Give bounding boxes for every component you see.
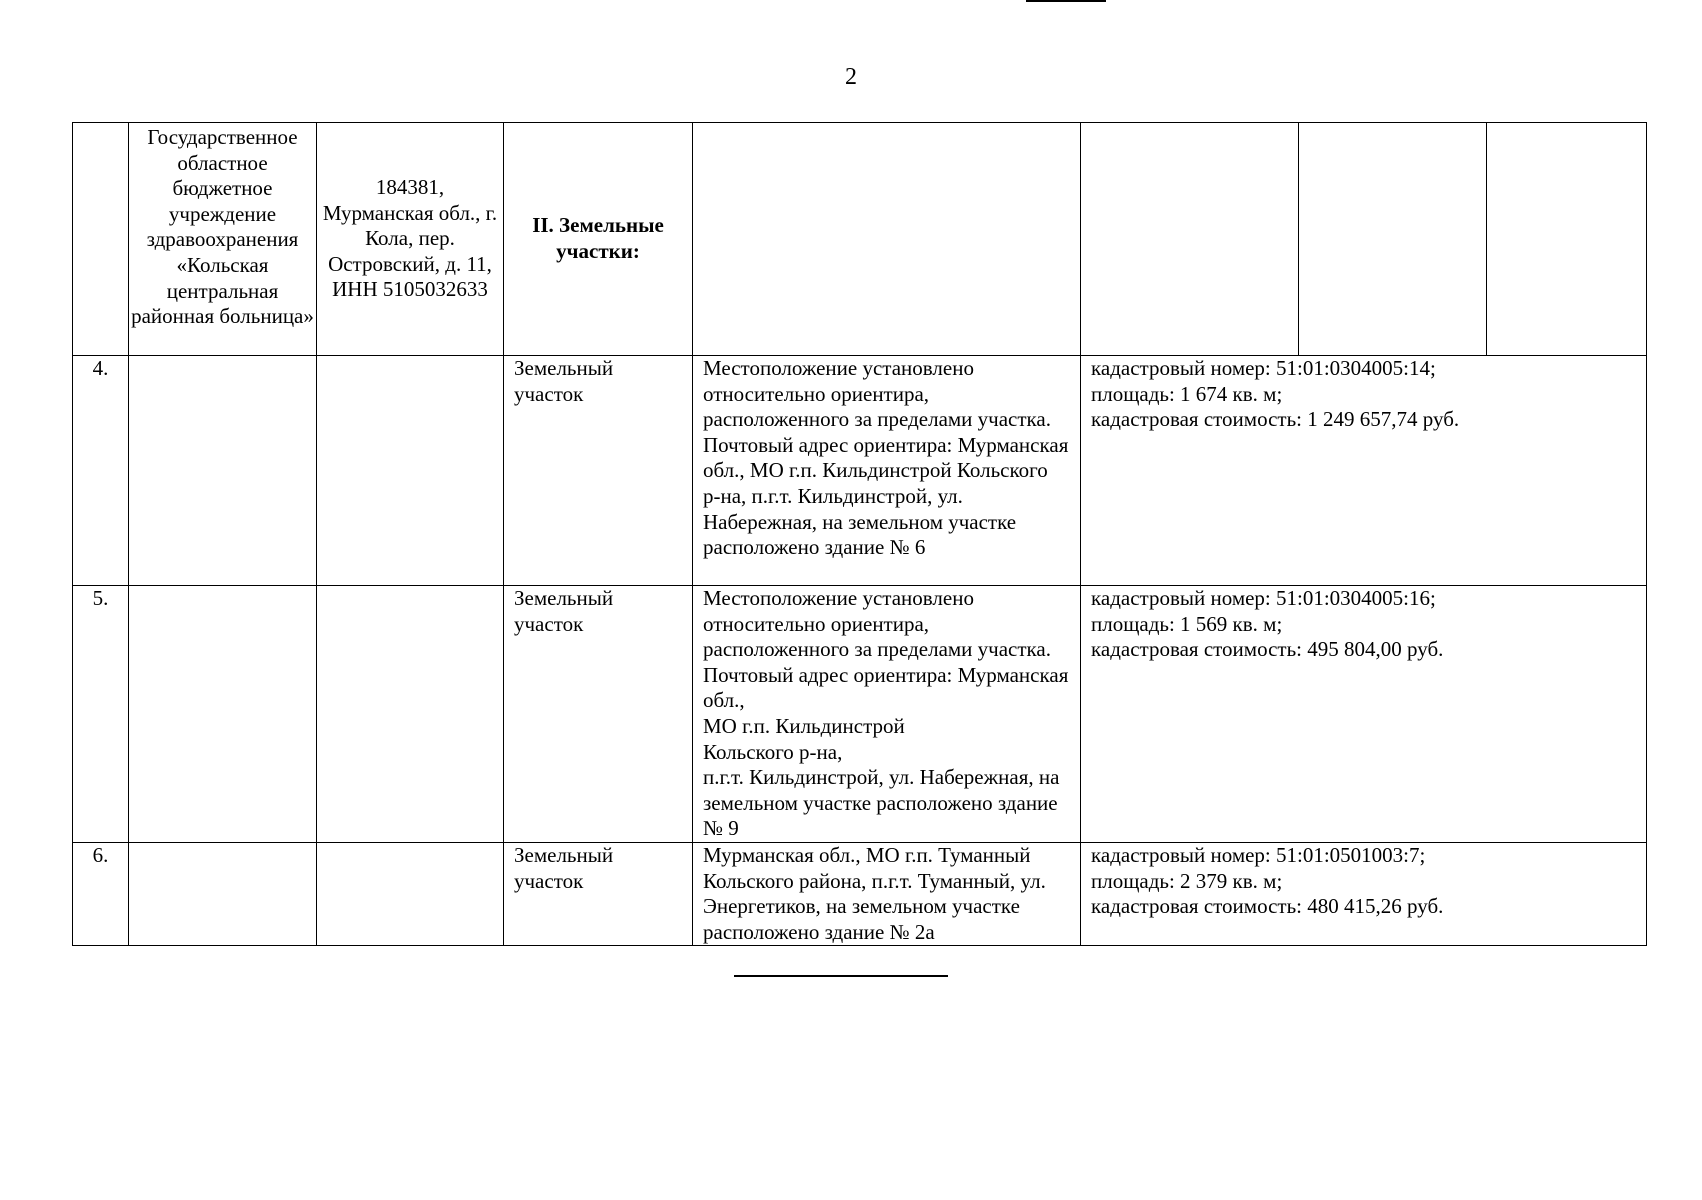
property-kind: Земельный участок	[504, 356, 693, 586]
cell-empty	[317, 356, 504, 586]
cell-empty	[317, 586, 504, 843]
cell-empty	[129, 586, 317, 843]
property-details: кадастровый номер: 51:01:0304005:14; площадь: 1 674 кв. м; кадастровая стоимость: 1 249 657,74 руб.	[1081, 356, 1647, 586]
cell-empty	[1081, 123, 1299, 356]
table-row-header	[73, 123, 1647, 356]
cell-empty	[129, 356, 317, 586]
property-kind: Земельный участок	[504, 843, 693, 946]
cell-empty	[1299, 123, 1487, 356]
cell-empty	[129, 843, 317, 946]
cell-empty	[317, 843, 504, 946]
top-edge-mark	[1026, 0, 1106, 2]
section-title: II. Земельные участки:	[504, 123, 693, 356]
property-registry-table	[72, 122, 1647, 946]
table-row	[73, 586, 1647, 843]
cell-number-empty	[73, 123, 129, 356]
table-row	[73, 843, 1647, 946]
row-number: 4.	[73, 356, 129, 586]
property-location: Местоположение установлено относительно ориентира, расположенного за пределами участка. Почтовый адрес ориентира: Мурманская обл., МО г.п. Кильдинстрой Кольского р-на, п.г.т. Кильдинстрой, ул. Набережная, на земельном участке расположено здание № 6	[693, 356, 1081, 586]
closing-rule	[734, 975, 948, 977]
organization-address: 184381, Мурманская обл., г. Кола, пер. Островский, д. 11, ИНН 5105032633	[317, 123, 504, 356]
row-number: 5.	[73, 586, 129, 843]
property-details: кадастровый номер: 51:01:0501003:7; площадь: 2 379 кв. м; кадастровая стоимость: 480 415,26 руб.	[1081, 843, 1647, 946]
cell-empty	[693, 123, 1081, 356]
cell-empty	[1487, 123, 1647, 356]
table-row	[73, 356, 1647, 586]
property-location: Местоположение установлено относительно ориентира, расположенного за пределами участка. Почтовый адрес ориентира: Мурманская обл., МО г.п. Кильдинстрой Кольского р-на, п.г.т. Кильдинстрой, ул. Набережная, на земельном участке расположено здание № 9	[693, 586, 1081, 843]
property-details: кадастровый номер: 51:01:0304005:16; площадь: 1 569 кв. м; кадастровая стоимость: 495 804,00 руб.	[1081, 586, 1647, 843]
row-number: 6.	[73, 843, 129, 946]
property-location: Мурманская обл., МО г.п. Туманный Кольского района, п.г.т. Туманный, ул. Энергетиков, на земельном участке расположено здание № 2а	[693, 843, 1081, 946]
property-kind: Земельный участок	[504, 586, 693, 843]
page-number: 2	[845, 64, 857, 90]
organization-name: Государственное областное бюджетное учреждение здравоохранения «Кольская центральная районная больница»	[129, 123, 317, 356]
